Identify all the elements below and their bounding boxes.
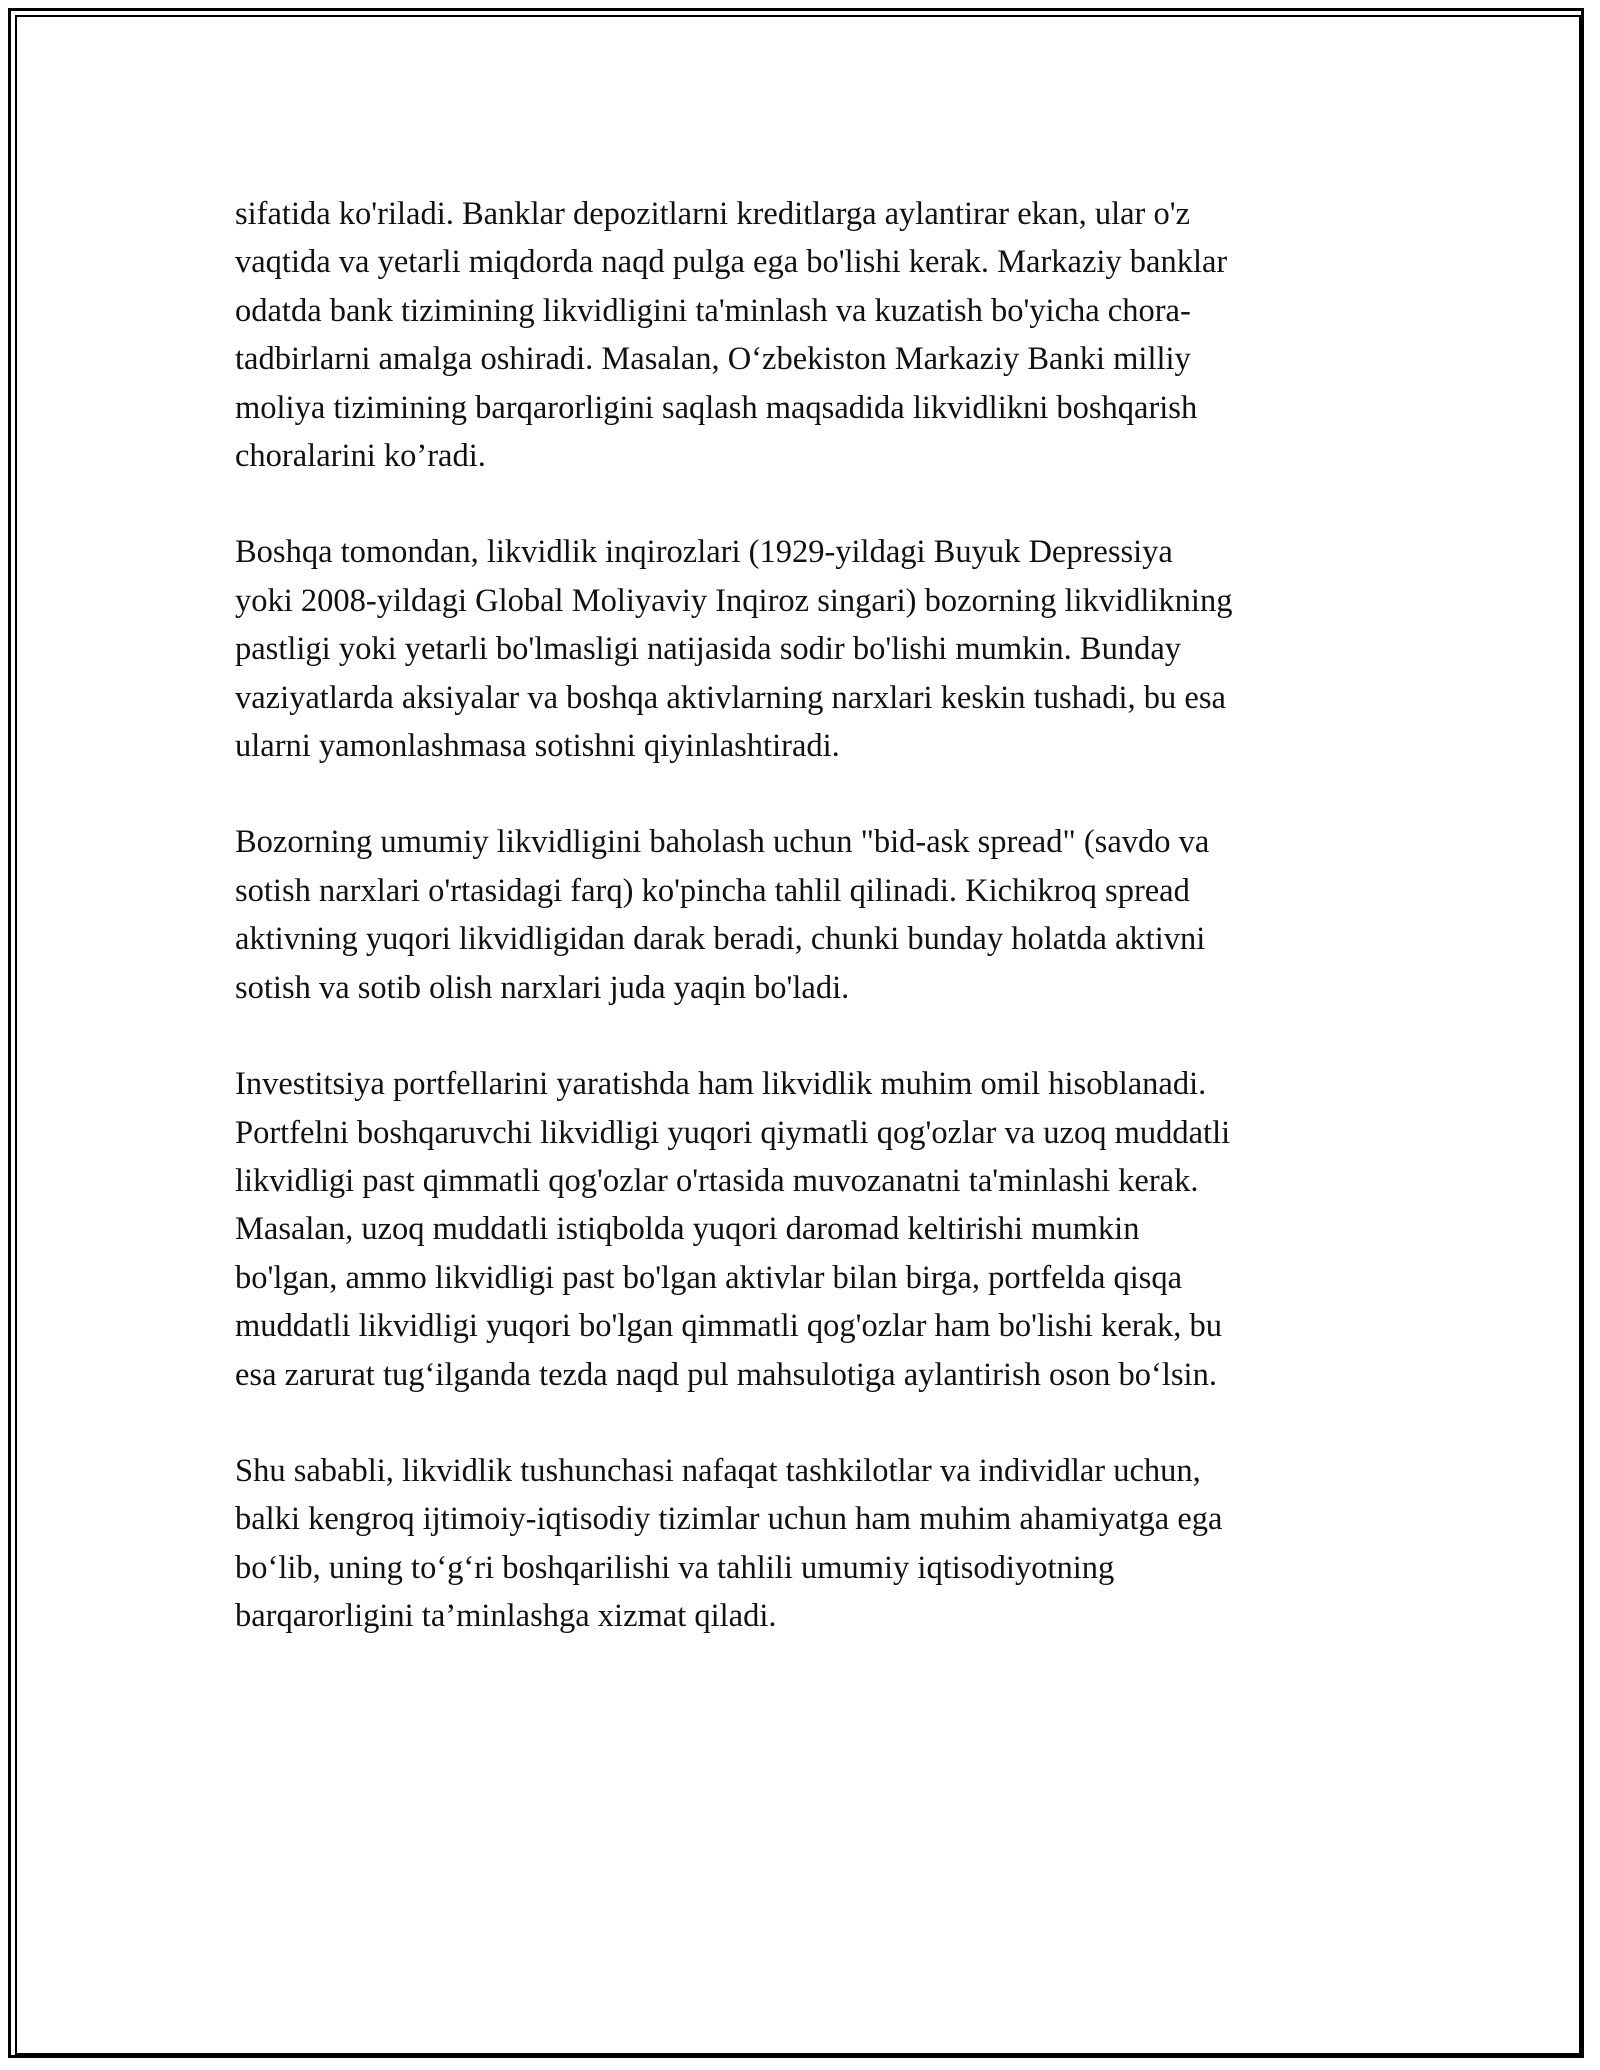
paragraph-conclusion: Shu sababli, likvidlik tushunchasi nafaqat tashkilotlar va individlar uchun, balki kengroq ijtimoiy-iqtisodiy tizimlar uchun ham muhim ahamiyatga ega boʻlib, uning toʻgʻri boshqarilishi va tahlili umumiy iqtisodiyotning barqarorligini ta’minlashga xizmat qiladi. <box>235 1452 1223 1635</box>
paragraph-liquidity-crises: Boshqa tomondan, likvidlik inqirozlari (1929-yildagi Buyuk Depressiya yoki 2008-yildagi Global Moliyaviy Inqiroz singari) bozorning likvidlikning pastligi yoki yetarli bo'lmasligi natijasida sodir bo'lishi mumkin. Bunday vaziyatlarda aksiyalar va boshqa aktivlarning narxlari keskin tushadi, bu esa ularni yamonlashmasa sotishni qiyinlashtiradi. <box>235 534 1233 765</box>
paragraph-bank-liquidity: sifatida ko'riladi. Banklar depozitlarni kreditlarga aylantirar ekan, ular o'z vaqtida va yetarli miqdorda naqd pulga ega bo'lishi kerak. Markaziy banklar odatda bank tizimining likvidligini ta'minlash va kuzatish bo'yicha chora- tadbirlarni amalga oshiradi. Masalan, Oʻzbekiston Markaziy Banki milliy moliya tizimining barqarorligini saqlash maqsadida likvidlikni boshqarish choralarini ko’radi. <box>235 196 1228 475</box>
document-body <box>235 190 1375 1689</box>
paragraph-bid-ask-spread: Bozorning umumiy likvidligini baholash uchun "bid-ask spread" (savdo va sotish narxlari o'rtasidagi farq) ko'pincha tahlil qilinadi. Kichikroq spread aktivning yuqori likvidligidan darak beradi, chunki bunday holatda aktivni sotish va sotib olish narxlari juda yaqin bo'ladi. <box>235 824 1210 1006</box>
paragraph-investment-portfolios: Investitsiya portfellarini yaratishda ham likvidlik muhim omil hisoblanadi. Portfelni boshqaruvchi likvidligi yuqori qiymatli qog'ozlar va uzoq muddatli likvidligi past qimmatli qog'ozlar o'rtasida muvozanatni ta'minlashi kerak. Masalan, uzoq muddatli istiqbolda yuqori daromad keltirishi mumkin bo'lgan, ammo likvidligi past bo'lgan aktivlar bilan birga, portfelda qisqa muddatli likvidligi yuqori bo'lgan qimmatli qog'ozlar ham bo'lishi kerak, bu esa zarurat tugʻilganda tezda naqd pul mahsulotiga aylantirish oson boʻlsin. <box>235 1066 1231 1393</box>
